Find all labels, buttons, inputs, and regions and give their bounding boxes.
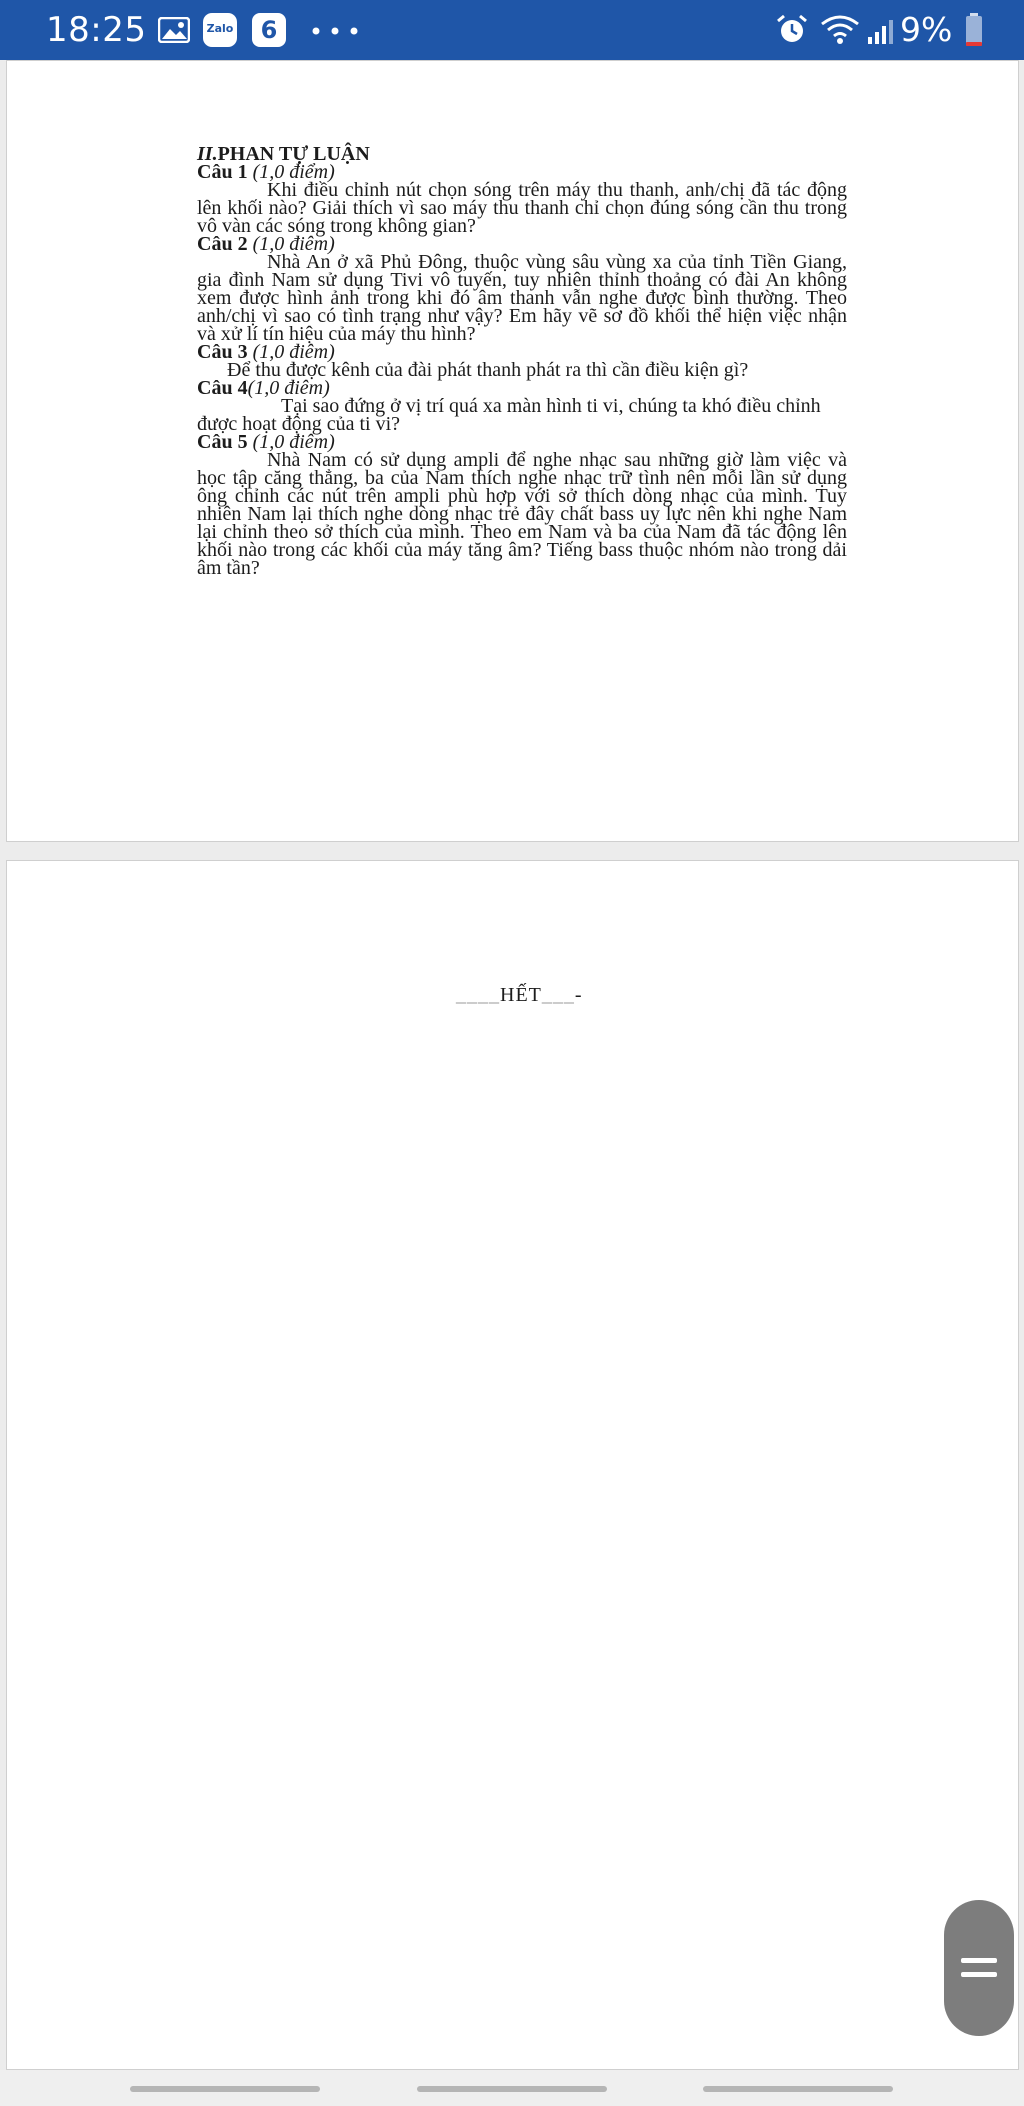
- question-label: Câu 2: [197, 233, 248, 255]
- battery-icon: [965, 13, 983, 47]
- scroll-handle[interactable]: [944, 1900, 1014, 2036]
- end-mark-trail: ___: [541, 984, 575, 1006]
- handle-line-icon: [961, 1958, 997, 1963]
- battery-percent: 9%: [900, 10, 953, 49]
- question-5-text: Nhà Nam có sử dụng ampli để nghe nhạc sau những giờ làm việc và học tập căng thẳng, ba của Nam thích nghe nhạc trữ tình nên mỗi lần sử dụng ông chỉnh các nút trên ampli phù hợp với sở thích dòng nhạc của mình. Tuy nhiên Nam lại thích nghe dòng nhạc trẻ đây chất bass uy lực nên khi nghe Nam lại chỉnh theo sở thích của mình. Theo em Nam và ba của Nam đã tác động lên khối nào trong các khối của máy tăng âm? Tiếng bass thuộc nhóm nào trong dải âm tần?: [197, 449, 847, 579]
- end-mark-lead: ____: [456, 984, 500, 1006]
- question-label: Câu 3: [197, 341, 248, 363]
- document-page-2: [6, 860, 1019, 2070]
- bottom-bar: [0, 2070, 1024, 2106]
- wifi-icon: [820, 14, 860, 46]
- section-roman: II.: [197, 143, 218, 165]
- question-label: Câu 5: [197, 431, 248, 453]
- signal-icon: [866, 17, 894, 45]
- zalo-icon: [203, 13, 237, 47]
- question-points: (1,0 điêm): [252, 233, 335, 255]
- end-mark: [456, 984, 583, 1007]
- document-page-1: [6, 60, 1019, 842]
- zalo-label: Zalo: [206, 22, 234, 35]
- status-bar: [0, 0, 1024, 60]
- question-2-text: Nhà An ở xã Phủ Đông, thuộc vùng sâu vùng xa của tỉnh Tiền Giang, gia đình Nam sử dụng Tivi vô tuyến, tuy nhiên thỉnh thoảng có đài An không xem được hình ảnh trong khi đó âm thanh vẫn nghe được bình thường. Theo anh/chị vì sao có tình trạng như vậy? Em hãy vẽ sơ đồ khối thể hiện việc nhận và xử lí tín hiệu của máy thu hình?: [197, 251, 847, 345]
- status-time: 18:25: [46, 10, 147, 50]
- end-mark-tail: -: [574, 984, 583, 1006]
- page-indicator-3[interactable]: [703, 2086, 893, 2092]
- question-4-text: Tại sao đứng ở vị trí quá xa màn hình ti vi, chúng ta khó điều chỉnh được hoạt động của ti vi?: [197, 395, 821, 435]
- question-points: (1,0 điểm): [252, 161, 335, 183]
- more-icon: [310, 26, 360, 36]
- question-points: (1,0 điêm): [247, 377, 330, 399]
- question-label: Câu 1: [197, 161, 248, 183]
- handle-line-icon: [961, 1972, 997, 1977]
- end-mark-word: HẾT: [500, 984, 542, 1006]
- question-3-text: Để thu được kênh của đài phát thanh phát ra thì cần điều kiện gì?: [227, 359, 749, 381]
- document-content: [197, 145, 847, 577]
- alarm-icon: [775, 13, 809, 47]
- notification-6-icon: [252, 13, 286, 47]
- question-points: (1,0 điêm): [252, 431, 335, 453]
- question-1-text: Khi điều chỉnh nút chọn sóng trên máy thu thanh, anh/chị đã tác động lên khối nào? Giải thích vì sao máy thu thanh chỉ chọn đúng sóng cần thu trong vô vàn các sóng trong không gian?: [197, 179, 847, 237]
- page-indicator-2[interactable]: [417, 2086, 607, 2092]
- question-label: Câu 4: [197, 377, 248, 399]
- page-indicator-1[interactable]: [130, 2086, 320, 2092]
- question-points: (1,0 điêm): [252, 341, 335, 363]
- gallery-icon: [158, 17, 190, 43]
- app-badge: 6: [260, 16, 278, 44]
- section-title-text: PHAN TỰ LUẬN: [217, 143, 370, 165]
